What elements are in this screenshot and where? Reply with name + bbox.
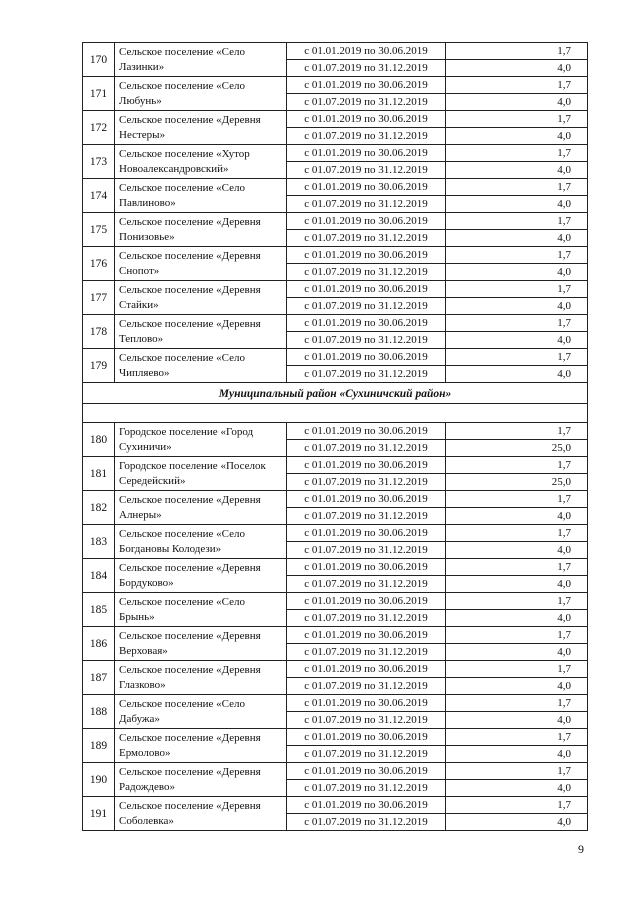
rate-second-half: 4,0	[446, 366, 588, 383]
table-row	[83, 559, 588, 576]
table-row	[83, 349, 588, 366]
period-first-half: с 01.01.2019 по 30.06.2019	[287, 559, 446, 576]
row-number: 173	[83, 145, 115, 179]
period-first-half: с 01.01.2019 по 30.06.2019	[287, 627, 446, 644]
table-row	[83, 247, 588, 264]
table-body-top	[83, 43, 588, 383]
period-first-half: с 01.01.2019 по 30.06.2019	[287, 111, 446, 128]
table-row	[83, 763, 588, 780]
settlement-name: Сельское поселение «Село Брынь»	[115, 593, 287, 627]
row-number: 186	[83, 627, 115, 661]
period-second-half: с 01.07.2019 по 31.12.2019	[287, 366, 446, 383]
rate-second-half: 4,0	[446, 542, 588, 559]
rate-first-half: 1,7	[446, 593, 588, 610]
settlement-name: Сельское поселение «Деревня Алнеры»	[115, 491, 287, 525]
rates-table	[82, 42, 588, 831]
settlement-name: Сельское поселение «Деревня Верховая»	[115, 627, 287, 661]
period-second-half: с 01.07.2019 по 31.12.2019	[287, 678, 446, 695]
period-first-half: с 01.01.2019 по 30.06.2019	[287, 763, 446, 780]
rate-first-half: 1,7	[446, 179, 588, 196]
settlement-name: Сельское поселение «Деревня Соболевка»	[115, 797, 287, 831]
period-first-half: с 01.01.2019 по 30.06.2019	[287, 77, 446, 94]
rate-second-half: 4,0	[446, 780, 588, 797]
section-gap-row	[83, 404, 588, 423]
period-second-half: с 01.07.2019 по 31.12.2019	[287, 542, 446, 559]
period-second-half: с 01.07.2019 по 31.12.2019	[287, 94, 446, 111]
settlement-name: Сельское поселение «Деревня Глазково»	[115, 661, 287, 695]
rate-first-half: 1,7	[446, 661, 588, 678]
settlement-name: Сельское поселение «Село Чипляево»	[115, 349, 287, 383]
rate-second-half: 4,0	[446, 576, 588, 593]
settlement-name: Сельское поселение «Село Богдановы Колодези»	[115, 525, 287, 559]
empty-cell	[83, 404, 588, 423]
rate-second-half: 4,0	[446, 162, 588, 179]
period-first-half: с 01.01.2019 по 30.06.2019	[287, 593, 446, 610]
period-first-half: с 01.01.2019 по 30.06.2019	[287, 315, 446, 332]
row-number: 188	[83, 695, 115, 729]
rate-first-half: 1,7	[446, 213, 588, 230]
period-second-half: с 01.07.2019 по 31.12.2019	[287, 780, 446, 797]
rate-second-half: 4,0	[446, 712, 588, 729]
table-row	[83, 729, 588, 746]
period-second-half: с 01.07.2019 по 31.12.2019	[287, 610, 446, 627]
period-first-half: с 01.01.2019 по 30.06.2019	[287, 491, 446, 508]
rate-first-half: 1,7	[446, 111, 588, 128]
row-number: 180	[83, 423, 115, 457]
settlement-name: Сельское поселение «Село Павлиново»	[115, 179, 287, 213]
row-number: 189	[83, 729, 115, 763]
period-second-half: с 01.07.2019 по 31.12.2019	[287, 712, 446, 729]
rate-first-half: 1,7	[446, 423, 588, 440]
rate-first-half: 1,7	[446, 43, 588, 60]
rate-second-half: 4,0	[446, 508, 588, 525]
settlement-name: Городское поселение «Город Сухиничи»	[115, 423, 287, 457]
rate-first-half: 1,7	[446, 627, 588, 644]
row-number: 191	[83, 797, 115, 831]
row-number: 171	[83, 77, 115, 111]
table-row	[83, 525, 588, 542]
section-body	[83, 383, 588, 423]
settlement-name: Сельское поселение «Деревня Теплово»	[115, 315, 287, 349]
table-row	[83, 797, 588, 814]
rate-first-half: 1,7	[446, 281, 588, 298]
rate-second-half: 4,0	[446, 230, 588, 247]
period-second-half: с 01.07.2019 по 31.12.2019	[287, 576, 446, 593]
rate-second-half: 4,0	[446, 610, 588, 627]
page-number: 9	[578, 842, 584, 856]
table-row	[83, 457, 588, 474]
rate-first-half: 1,7	[446, 525, 588, 542]
period-first-half: с 01.01.2019 по 30.06.2019	[287, 43, 446, 60]
row-number: 174	[83, 179, 115, 213]
row-number: 177	[83, 281, 115, 315]
row-number: 176	[83, 247, 115, 281]
settlement-name: Сельское поселение «Деревня Радождево»	[115, 763, 287, 797]
period-second-half: с 01.07.2019 по 31.12.2019	[287, 440, 446, 457]
period-first-half: с 01.01.2019 по 30.06.2019	[287, 525, 446, 542]
row-number: 185	[83, 593, 115, 627]
rate-first-half: 1,7	[446, 315, 588, 332]
period-first-half: с 01.01.2019 по 30.06.2019	[287, 695, 446, 712]
row-number: 181	[83, 457, 115, 491]
rate-first-half: 1,7	[446, 145, 588, 162]
row-number: 183	[83, 525, 115, 559]
rate-second-half: 4,0	[446, 678, 588, 695]
settlement-name: Сельское поселение «Село Лазинки»	[115, 43, 287, 77]
period-second-half: с 01.07.2019 по 31.12.2019	[287, 474, 446, 491]
table-row	[83, 491, 588, 508]
settlement-name: Сельское поселение «Деревня Снопот»	[115, 247, 287, 281]
period-first-half: с 01.01.2019 по 30.06.2019	[287, 423, 446, 440]
period-first-half: с 01.01.2019 по 30.06.2019	[287, 729, 446, 746]
period-second-half: с 01.07.2019 по 31.12.2019	[287, 128, 446, 145]
settlement-name: Сельское поселение «Село Дабужа»	[115, 695, 287, 729]
table-body-bottom	[83, 423, 588, 831]
period-second-half: с 01.07.2019 по 31.12.2019	[287, 332, 446, 349]
rate-first-half: 1,7	[446, 559, 588, 576]
row-number: 178	[83, 315, 115, 349]
table-row	[83, 423, 588, 440]
rate-second-half: 4,0	[446, 332, 588, 349]
period-first-half: с 01.01.2019 по 30.06.2019	[287, 281, 446, 298]
period-second-half: с 01.07.2019 по 31.12.2019	[287, 196, 446, 213]
period-first-half: с 01.01.2019 по 30.06.2019	[287, 349, 446, 366]
rate-first-half: 1,7	[446, 247, 588, 264]
rate-first-half: 1,7	[446, 457, 588, 474]
rate-second-half: 4,0	[446, 298, 588, 315]
rate-second-half: 4,0	[446, 128, 588, 145]
settlement-name: Сельское поселение «Хутор Новоалександровский»	[115, 145, 287, 179]
row-number: 170	[83, 43, 115, 77]
period-first-half: с 01.01.2019 по 30.06.2019	[287, 145, 446, 162]
settlement-name: Сельское поселение «Деревня Нестеры»	[115, 111, 287, 145]
table-row	[83, 145, 588, 162]
rate-second-half: 25,0	[446, 474, 588, 491]
row-number: 187	[83, 661, 115, 695]
row-number: 190	[83, 763, 115, 797]
rate-second-half: 4,0	[446, 644, 588, 661]
rate-first-half: 1,7	[446, 349, 588, 366]
settlement-name: Сельское поселение «Деревня Понизовье»	[115, 213, 287, 247]
table-row	[83, 281, 588, 298]
row-number: 184	[83, 559, 115, 593]
row-number: 175	[83, 213, 115, 247]
period-first-half: с 01.01.2019 по 30.06.2019	[287, 179, 446, 196]
rate-second-half: 4,0	[446, 814, 588, 831]
rate-first-half: 1,7	[446, 77, 588, 94]
table-row	[83, 315, 588, 332]
rate-first-half: 1,7	[446, 491, 588, 508]
rate-second-half: 25,0	[446, 440, 588, 457]
table-row	[83, 111, 588, 128]
period-second-half: с 01.07.2019 по 31.12.2019	[287, 230, 446, 247]
section-row	[83, 383, 588, 404]
row-number: 182	[83, 491, 115, 525]
row-number: 179	[83, 349, 115, 383]
table-row	[83, 695, 588, 712]
period-second-half: с 01.07.2019 по 31.12.2019	[287, 298, 446, 315]
rate-second-half: 4,0	[446, 264, 588, 281]
table-row	[83, 627, 588, 644]
period-second-half: с 01.07.2019 по 31.12.2019	[287, 814, 446, 831]
period-first-half: с 01.01.2019 по 30.06.2019	[287, 457, 446, 474]
settlement-name: Сельское поселение «Деревня Ермолово»	[115, 729, 287, 763]
settlement-name: Сельское поселение «Деревня Бордуково»	[115, 559, 287, 593]
settlement-name: Сельское поселение «Село Любунь»	[115, 77, 287, 111]
table-row	[83, 661, 588, 678]
period-first-half: с 01.01.2019 по 30.06.2019	[287, 797, 446, 814]
period-second-half: с 01.07.2019 по 31.12.2019	[287, 162, 446, 179]
row-number: 172	[83, 111, 115, 145]
rate-second-half: 4,0	[446, 746, 588, 763]
settlement-name: Городское поселение «Поселок Середейский»	[115, 457, 287, 491]
table-row	[83, 593, 588, 610]
period-second-half: с 01.07.2019 по 31.12.2019	[287, 60, 446, 77]
rate-first-half: 1,7	[446, 729, 588, 746]
period-second-half: с 01.07.2019 по 31.12.2019	[287, 264, 446, 281]
table-row	[83, 43, 588, 60]
settlement-name: Сельское поселение «Деревня Стайки»	[115, 281, 287, 315]
period-second-half: с 01.07.2019 по 31.12.2019	[287, 644, 446, 661]
table-row	[83, 179, 588, 196]
period-first-half: с 01.01.2019 по 30.06.2019	[287, 213, 446, 230]
period-second-half: с 01.07.2019 по 31.12.2019	[287, 508, 446, 525]
period-first-half: с 01.01.2019 по 30.06.2019	[287, 247, 446, 264]
rate-second-half: 4,0	[446, 60, 588, 77]
rate-second-half: 4,0	[446, 94, 588, 111]
section-title: Муниципальный район «Сухиничский район»	[83, 383, 588, 404]
period-second-half: с 01.07.2019 по 31.12.2019	[287, 746, 446, 763]
rate-first-half: 1,7	[446, 763, 588, 780]
rate-second-half: 4,0	[446, 196, 588, 213]
table-row	[83, 77, 588, 94]
rate-first-half: 1,7	[446, 797, 588, 814]
table-row	[83, 213, 588, 230]
rate-first-half: 1,7	[446, 695, 588, 712]
period-first-half: с 01.01.2019 по 30.06.2019	[287, 661, 446, 678]
